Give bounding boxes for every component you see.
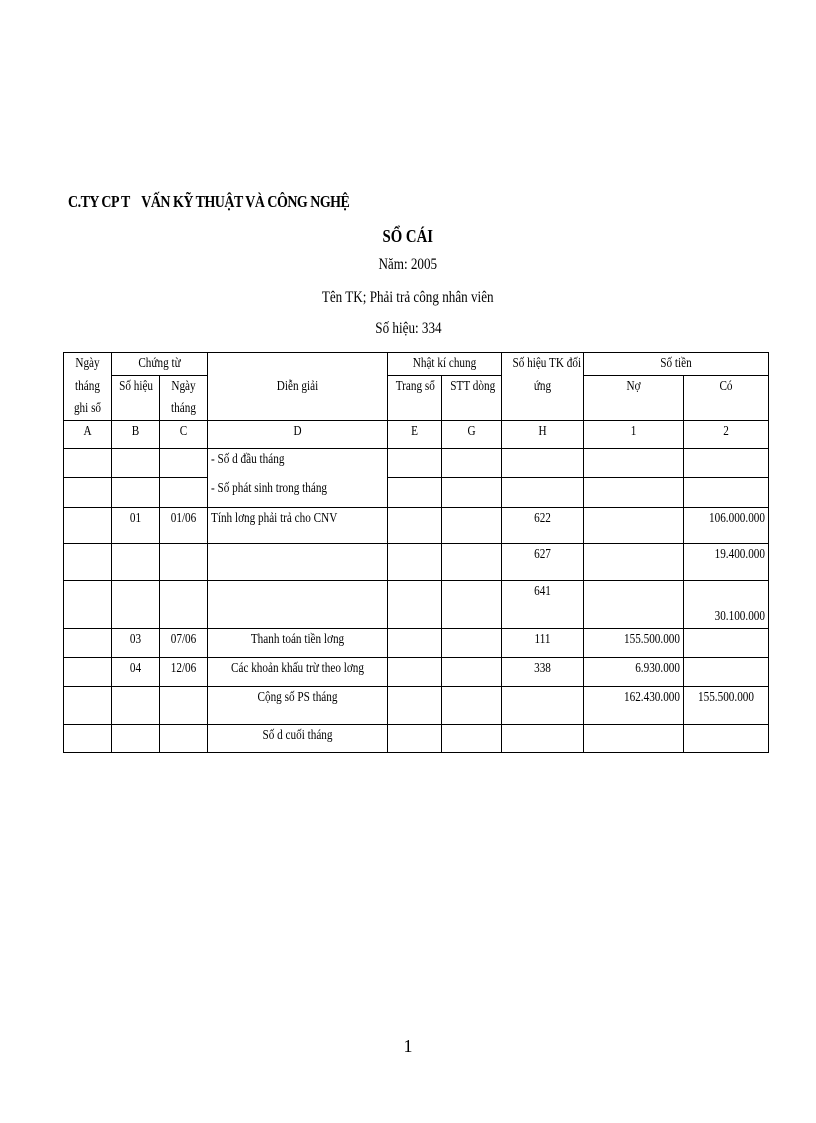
column-code: B [112,421,160,449]
total-label: Cộng số PS tháng [208,687,388,725]
column-codes-row [64,421,769,449]
opening-balance-label: - Số d đầu tháng [208,449,388,478]
column-code: D [208,421,388,449]
credit-amount: 30.100.000 [684,581,769,629]
opening-balance-row [64,449,769,478]
table-row [64,658,769,687]
header-row-1 [64,353,769,376]
voucher-no [112,581,160,629]
column-code: E [388,421,442,449]
column-code: 1 [584,421,684,449]
header-journal-line: STT dòng [442,376,502,421]
table-row [64,581,769,629]
total-debit: 162.430.000 [584,687,684,725]
voucher-date: 01/06 [160,508,208,544]
total-credit: 155.500.000 [684,687,769,725]
column-code: A [64,421,112,449]
header-date-recorded: Ngày [64,353,112,376]
page-number: 1 [403,1036,413,1056]
header-description: Diễn giải [208,353,388,421]
header-voucher-date: Ngày tháng [160,376,208,421]
closing-balance-row [64,725,769,753]
period-activity-label: - Số phát sinh trong tháng [208,478,388,508]
description [208,581,388,629]
debit-amount [584,581,684,629]
company-name: C.TY CP T VẤN KỸ THUẬT VÀ CÔNG NGHỆ [68,192,350,211]
credit-amount [684,629,769,658]
closing-balance-label: Số d cuối tháng [208,725,388,753]
contra-account: 111 [502,629,584,658]
contra-account: 622 [502,508,584,544]
description: Thanh toán tiền lơng [208,629,388,658]
total-row [64,687,769,725]
header-contra-account: Số hiệu TK đối [502,353,584,376]
voucher-no: 03 [112,629,160,658]
debit-amount [584,544,684,581]
ledger-table [63,352,769,753]
period-activity-row [64,478,769,508]
credit-amount [684,658,769,687]
header-date-recorded-cont: tháng ghi sổ [64,376,112,421]
voucher-date: 07/06 [160,629,208,658]
account-name: Tên TK; Phải trả công nhân viên [322,289,494,306]
header-amount: Số tiền [584,353,769,376]
contra-account: 641 [502,581,584,629]
table-row [64,544,769,581]
table-row [64,508,769,544]
column-code: C [160,421,208,449]
debit-amount [584,508,684,544]
voucher-no: 01 [112,508,160,544]
description [208,544,388,581]
description: Các khoản khấu trừ theo lơng [208,658,388,687]
credit-amount: 19.400.000 [684,544,769,581]
header-credit: Có [684,376,769,421]
contra-account: 338 [502,658,584,687]
voucher-date [160,544,208,581]
column-code: 2 [684,421,769,449]
debit-amount: 6.930.000 [584,658,684,687]
header-debit: Nợ [584,376,684,421]
header-voucher-no: Số hiệu [112,376,160,421]
voucher-date [160,581,208,629]
document-year: Năm: 2005 [378,256,438,273]
header-row-2 [64,376,769,421]
debit-amount: 155.500.000 [584,629,684,658]
column-code: G [442,421,502,449]
voucher-no: 04 [112,658,160,687]
contra-account: 627 [502,544,584,581]
header-journal: Nhật kí chung [388,353,502,376]
credit-amount: 106.000.000 [684,508,769,544]
header-voucher: Chứng từ [112,353,208,376]
account-code: Số hiệu: 334 [374,320,442,337]
header-contra-account-cont: ứng [502,376,584,421]
document-title: SỔ CÁI [382,226,434,246]
voucher-no [112,544,160,581]
column-code: H [502,421,584,449]
voucher-date: 12/06 [160,658,208,687]
description: Tính lơng phải trả cho CNV [208,508,388,544]
table-row [64,629,769,658]
header-journal-page: Trang sổ [388,376,442,421]
